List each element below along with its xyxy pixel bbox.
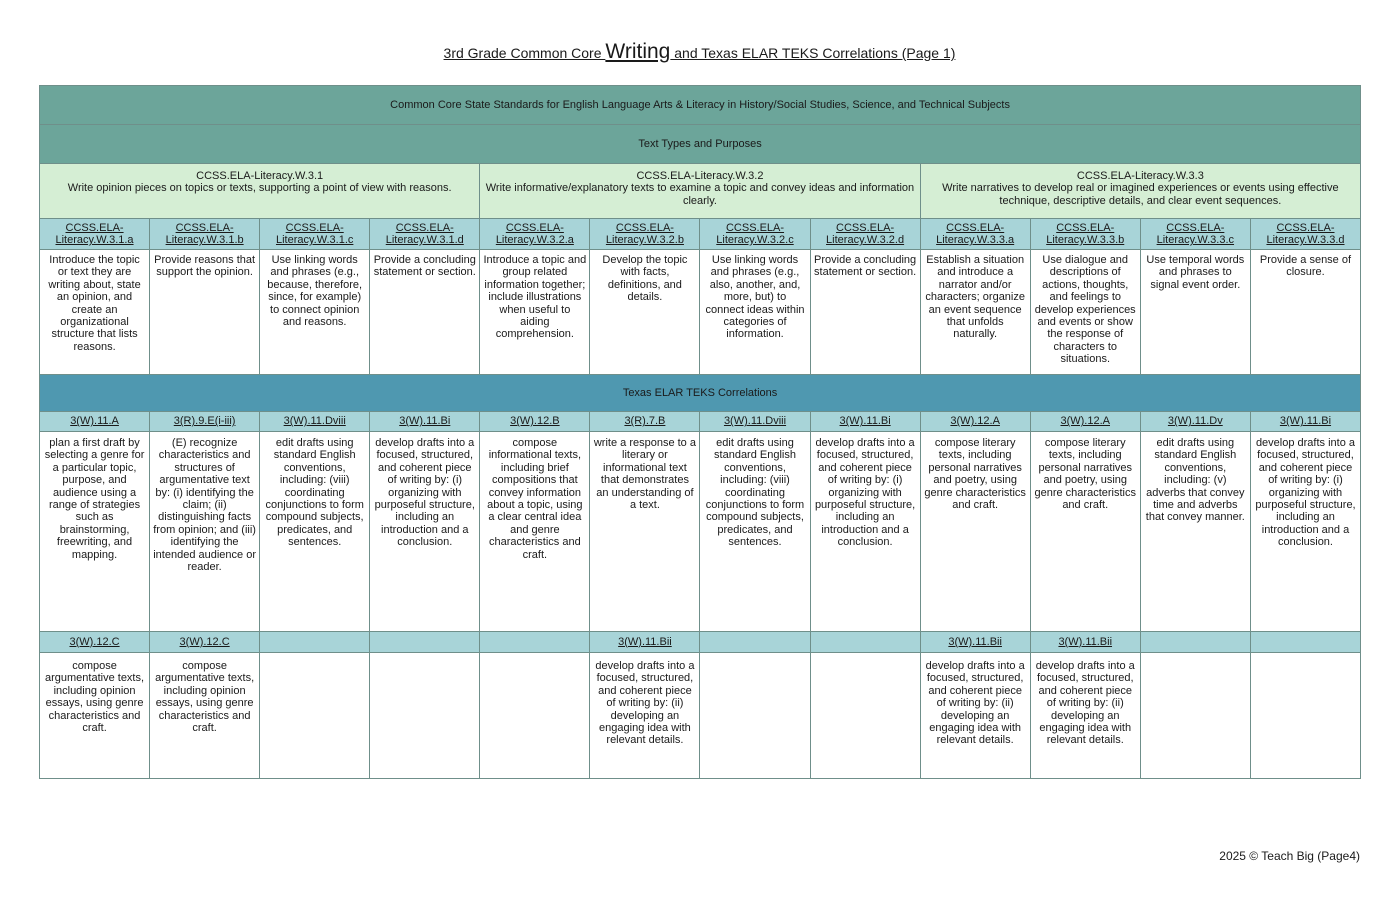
teks-code	[370, 632, 480, 653]
teks-description-text: compose literary texts, including personal narratives and poetry, using genre characteristics and craft.	[924, 437, 1026, 512]
standard-description-text: Develop the topic with facts, definitions, and details.	[602, 254, 688, 304]
teks-code-code: 3(W).12.C	[179, 635, 230, 648]
teks-description	[260, 432, 370, 632]
standard-code	[150, 219, 260, 250]
teks-code	[1250, 412, 1360, 432]
standard-code	[920, 219, 1030, 250]
standard-code-code: CCSS.ELA-Literacy.W.3.2.c	[716, 221, 794, 246]
standard-description-text: Provide a concluding statement or section.	[814, 254, 917, 279]
teks-description-text: edit drafts using standard English conventions, including: (v) adverbs that convey time and adverbs that convey manner.	[1145, 437, 1245, 524]
standard-description-text: Provide a sense of closure.	[1259, 254, 1352, 279]
teks-description	[920, 653, 1030, 779]
ccss-header-row	[40, 86, 1361, 125]
teks-description	[810, 653, 920, 779]
teks-header: Texas ELAR TEKS Correlations	[40, 375, 1361, 412]
teks-code-code: 3(W).12.A	[950, 415, 1000, 428]
standard-group	[480, 164, 920, 219]
text-types-row	[40, 125, 1361, 164]
standard-description	[150, 250, 260, 375]
teks-description-text: develop drafts into a focused, structured, and coherent piece of writing by: (ii) developing an engaging idea with relevant details.	[925, 660, 1025, 747]
standard-code-code: CCSS.ELA-Literacy.W.3.1.c	[275, 221, 354, 246]
teks-description-text: compose argumentative texts, including opinion essays, using genre characteristics and craft.	[155, 660, 255, 735]
standard-code-code: CCSS.ELA-Literacy.W.3.2.d	[826, 221, 905, 246]
page-title	[0, 40, 1399, 64]
teks-code-code: 3(W).12.B	[510, 415, 560, 428]
teks-code	[260, 632, 370, 653]
standard-description-text: Use linking words and phrases (e.g., because, therefore, since, for example) to connect opinion and reasons.	[267, 254, 363, 329]
teks-code-row-1	[40, 412, 1361, 432]
teks-code-code: 3(W).11.A	[70, 415, 119, 428]
teks-code-code: 3(R).7.B	[624, 415, 666, 428]
teks-code	[1140, 412, 1250, 432]
standard-description	[920, 250, 1030, 375]
standard-code	[1250, 219, 1360, 250]
standard-description-text: Introduce a topic and group related information together; include illustrations when useful to aiding comprehension.	[483, 254, 587, 341]
teks-description-text: develop drafts into a focused, structured, and coherent piece of writing by: (i) organizing with purposeful structure, including an introduction and a conclusion.	[814, 437, 916, 549]
standard-code	[1140, 219, 1250, 250]
teks-description	[40, 653, 150, 779]
teks-description	[480, 432, 590, 632]
standard-code-code: CCSS.ELA-Literacy.W.3.1.d	[385, 221, 464, 246]
standard-group-code: CCSS.ELA-Literacy.W.3.1	[196, 170, 324, 182]
teks-code-code: 3(W).11.Bi	[399, 415, 451, 428]
teks-code-code: 3(R).9.E(i-iii)	[173, 415, 236, 428]
standard-description	[1140, 250, 1250, 375]
standard-description-text: Establish a situation and introduce a narrator and/or characters; organize an event sequence that unfolds naturally.	[925, 254, 1025, 341]
teks-description	[1030, 432, 1140, 632]
text-types-header: Text Types and Purposes	[40, 125, 1361, 164]
teks-description-text: develop drafts into a focused, structured, and coherent piece of writing by: (i) organizing with purposeful structure, including an introduction and a conclusion.	[374, 437, 475, 549]
standard-code	[480, 219, 590, 250]
teks-description-text: develop drafts into a focused, structured, and coherent piece of writing by: (ii) developing an engaging idea with relevant details.	[595, 660, 695, 747]
standard-code	[590, 219, 700, 250]
footer-copyright: 2025 © Teach Big (Page4)	[1219, 849, 1360, 863]
teks-code	[150, 412, 260, 432]
teks-code	[700, 632, 810, 653]
teks-code-code: 3(W).12.C	[69, 635, 120, 648]
teks-description-text: compose informational texts, including brief compositions that convey information about a topic, using a clear central idea and genre characteristics and craft.	[487, 437, 583, 561]
standard-description-text: Provide a concluding statement or section.	[373, 254, 476, 279]
teks-description	[1140, 653, 1250, 779]
teks-code	[1030, 412, 1140, 432]
standard-code-row	[40, 219, 1361, 250]
standard-code-code: CCSS.ELA-Literacy.W.3.1.b	[165, 221, 244, 246]
teks-description	[700, 653, 810, 779]
teks-code	[700, 412, 810, 432]
standard-description	[480, 250, 590, 375]
teks-code-code: 3(W).11.Bii	[948, 635, 1002, 648]
standard-code	[1030, 219, 1140, 250]
teks-code	[370, 412, 480, 432]
teks-code	[40, 412, 150, 432]
teks-description	[40, 432, 150, 632]
teks-code	[810, 412, 920, 432]
teks-description	[150, 653, 260, 779]
standard-description-text: Provide reasons that support the opinion.	[154, 254, 256, 279]
teks-code-code: 3(W).11.Bi	[839, 415, 891, 428]
ccss-header: Common Core State Standards for English Language Arts & Literacy in History/Social Studies, Science, and Technical Subjects	[40, 86, 1361, 125]
teks-description-text: edit drafts using standard English conventions, including: (viii) coordinating conjunctions to form compound subjects, predicates, and sentences.	[265, 437, 364, 549]
standard-description-text: Use dialogue and descriptions of actions, thoughts, and feelings to develop experiences and events or show the response of characters to situations.	[1034, 254, 1136, 366]
standard-code-code: CCSS.ELA-Literacy.W.3.3.c	[1156, 221, 1235, 246]
teks-code	[810, 632, 920, 653]
standard-code	[40, 219, 150, 250]
teks-description	[150, 432, 260, 632]
standard-group	[40, 164, 480, 219]
standard-description	[40, 250, 150, 375]
teks-description	[1140, 432, 1250, 632]
standard-code-code: CCSS.ELA-Literacy.W.3.3.a	[936, 221, 1015, 246]
teks-description	[1030, 653, 1140, 779]
standard-code-code: CCSS.ELA-Literacy.W.3.3.d	[1266, 221, 1345, 246]
teks-description	[480, 653, 590, 779]
standard-group-row	[40, 164, 1361, 219]
teks-description	[810, 432, 920, 632]
correlation-table	[39, 85, 1361, 779]
teks-description-text: compose literary texts, including personal narratives and poetry, using genre characteristics and craft.	[1034, 437, 1136, 512]
teks-description-row-1	[40, 432, 1361, 632]
standard-code-code: CCSS.ELA-Literacy.W.3.3.b	[1046, 221, 1125, 246]
teks-code-code: 3(W).11.Bii	[618, 635, 672, 648]
teks-description	[1250, 432, 1360, 632]
teks-description-text: develop drafts into a focused, structured, and coherent piece of writing by: (ii) developing an engaging idea with relevant details.	[1035, 660, 1135, 747]
teks-description-text: plan a first draft by selecting a genre for a particular topic, purpose, and audience using a range of strategies such as brainstorming, freewriting, and mapping.	[44, 437, 145, 561]
standard-code	[260, 219, 370, 250]
standard-description	[590, 250, 700, 375]
teks-description	[590, 653, 700, 779]
teks-header-row	[40, 375, 1361, 412]
teks-description-text: compose argumentative texts, including opinion essays, using genre characteristics and craft.	[45, 660, 145, 735]
teks-code	[920, 412, 1030, 432]
standard-description	[1030, 250, 1140, 375]
teks-code-code: 3(W).11.Dviii	[283, 415, 346, 428]
standard-group-text: Write informative/explanatory texts to examine a topic and convey ideas and information clearly.	[485, 182, 915, 207]
standard-group-text: Write narratives to develop real or imagined experiences or events using effective technique, descriptive details, and clear event sequences.	[942, 182, 1339, 207]
teks-description	[260, 653, 370, 779]
teks-code-code: 3(W).12.A	[1060, 415, 1110, 428]
standard-code-code: CCSS.ELA-Literacy.W.3.2.b	[605, 221, 684, 246]
standard-description	[370, 250, 480, 375]
title-part-2: Writing	[605, 40, 671, 63]
teks-code-code: 3(W).11.Bi	[1279, 415, 1332, 428]
teks-code	[1140, 632, 1250, 653]
standard-code	[810, 219, 920, 250]
title-part-1: 3rd Grade Common Core	[443, 45, 606, 61]
standard-description-text: Use temporal words and phrases to signal event order.	[1146, 254, 1245, 291]
teks-description-row-2	[40, 653, 1361, 779]
teks-description	[920, 432, 1030, 632]
teks-description	[370, 432, 480, 632]
teks-code	[590, 632, 700, 653]
teks-description	[370, 653, 480, 779]
standard-description	[1250, 250, 1360, 375]
standard-description	[260, 250, 370, 375]
teks-code	[480, 412, 590, 432]
standard-group-code: CCSS.ELA-Literacy.W.3.3	[1076, 170, 1204, 182]
teks-code-row-2	[40, 632, 1361, 653]
standard-code	[700, 219, 810, 250]
standard-code-code: CCSS.ELA-Literacy.W.3.2.a	[495, 221, 574, 246]
teks-description-text: edit drafts using standard English conventions, including: (viii) coordinating conjunctions to form compound subjects, predicates, and sentences.	[705, 437, 805, 549]
teks-description-text: (E) recognize characteristics and structures of argumentative text by: (i) identifying the claim; (ii) distinguishing facts from opinion; and (iii) identifying the intended audience or reader.	[153, 437, 256, 574]
teks-code-code: 3(W).11.Bii	[1058, 635, 1113, 648]
teks-code	[590, 412, 700, 432]
standard-description-text: Introduce the topic or text they are writing about, state an opinion, and create an organizational structure that lists reasons.	[48, 254, 141, 353]
standard-description-text: Use linking words and phrases (e.g., also, another, and, more, but) to connect ideas within categories of information.	[705, 254, 805, 341]
teks-code	[1030, 632, 1140, 653]
standard-code	[370, 219, 480, 250]
teks-code	[920, 632, 1030, 653]
teks-code-code: 3(W).11.Dv	[1167, 415, 1223, 428]
standard-group	[920, 164, 1360, 219]
teks-code-code: 3(W).11.Dviii	[723, 415, 787, 428]
teks-code	[260, 412, 370, 432]
standard-group-code: CCSS.ELA-Literacy.W.3.2	[636, 170, 764, 182]
teks-code	[1250, 632, 1360, 653]
teks-code	[480, 632, 590, 653]
teks-description	[700, 432, 810, 632]
standard-description	[700, 250, 810, 375]
standard-description	[810, 250, 920, 375]
teks-description	[1250, 653, 1360, 779]
teks-description-text: develop drafts into a focused, structured, and coherent piece of writing by: (i) organizing with purposeful structure, including an introduction and a conclusion.	[1255, 437, 1356, 549]
teks-description	[590, 432, 700, 632]
standard-code-code: CCSS.ELA-Literacy.W.3.1.a	[55, 221, 134, 246]
standard-group-text: Write opinion pieces on topics or texts, supporting a point of view with reasons.	[67, 182, 452, 195]
title-part-3: and Texas ELAR TEKS Correlations (Page 1)	[670, 45, 956, 61]
teks-code	[40, 632, 150, 653]
standard-description-row	[40, 250, 1361, 375]
teks-description-text: write a response to a literary or informational text that demonstrates an understanding of a text.	[593, 437, 696, 512]
teks-code	[150, 632, 260, 653]
